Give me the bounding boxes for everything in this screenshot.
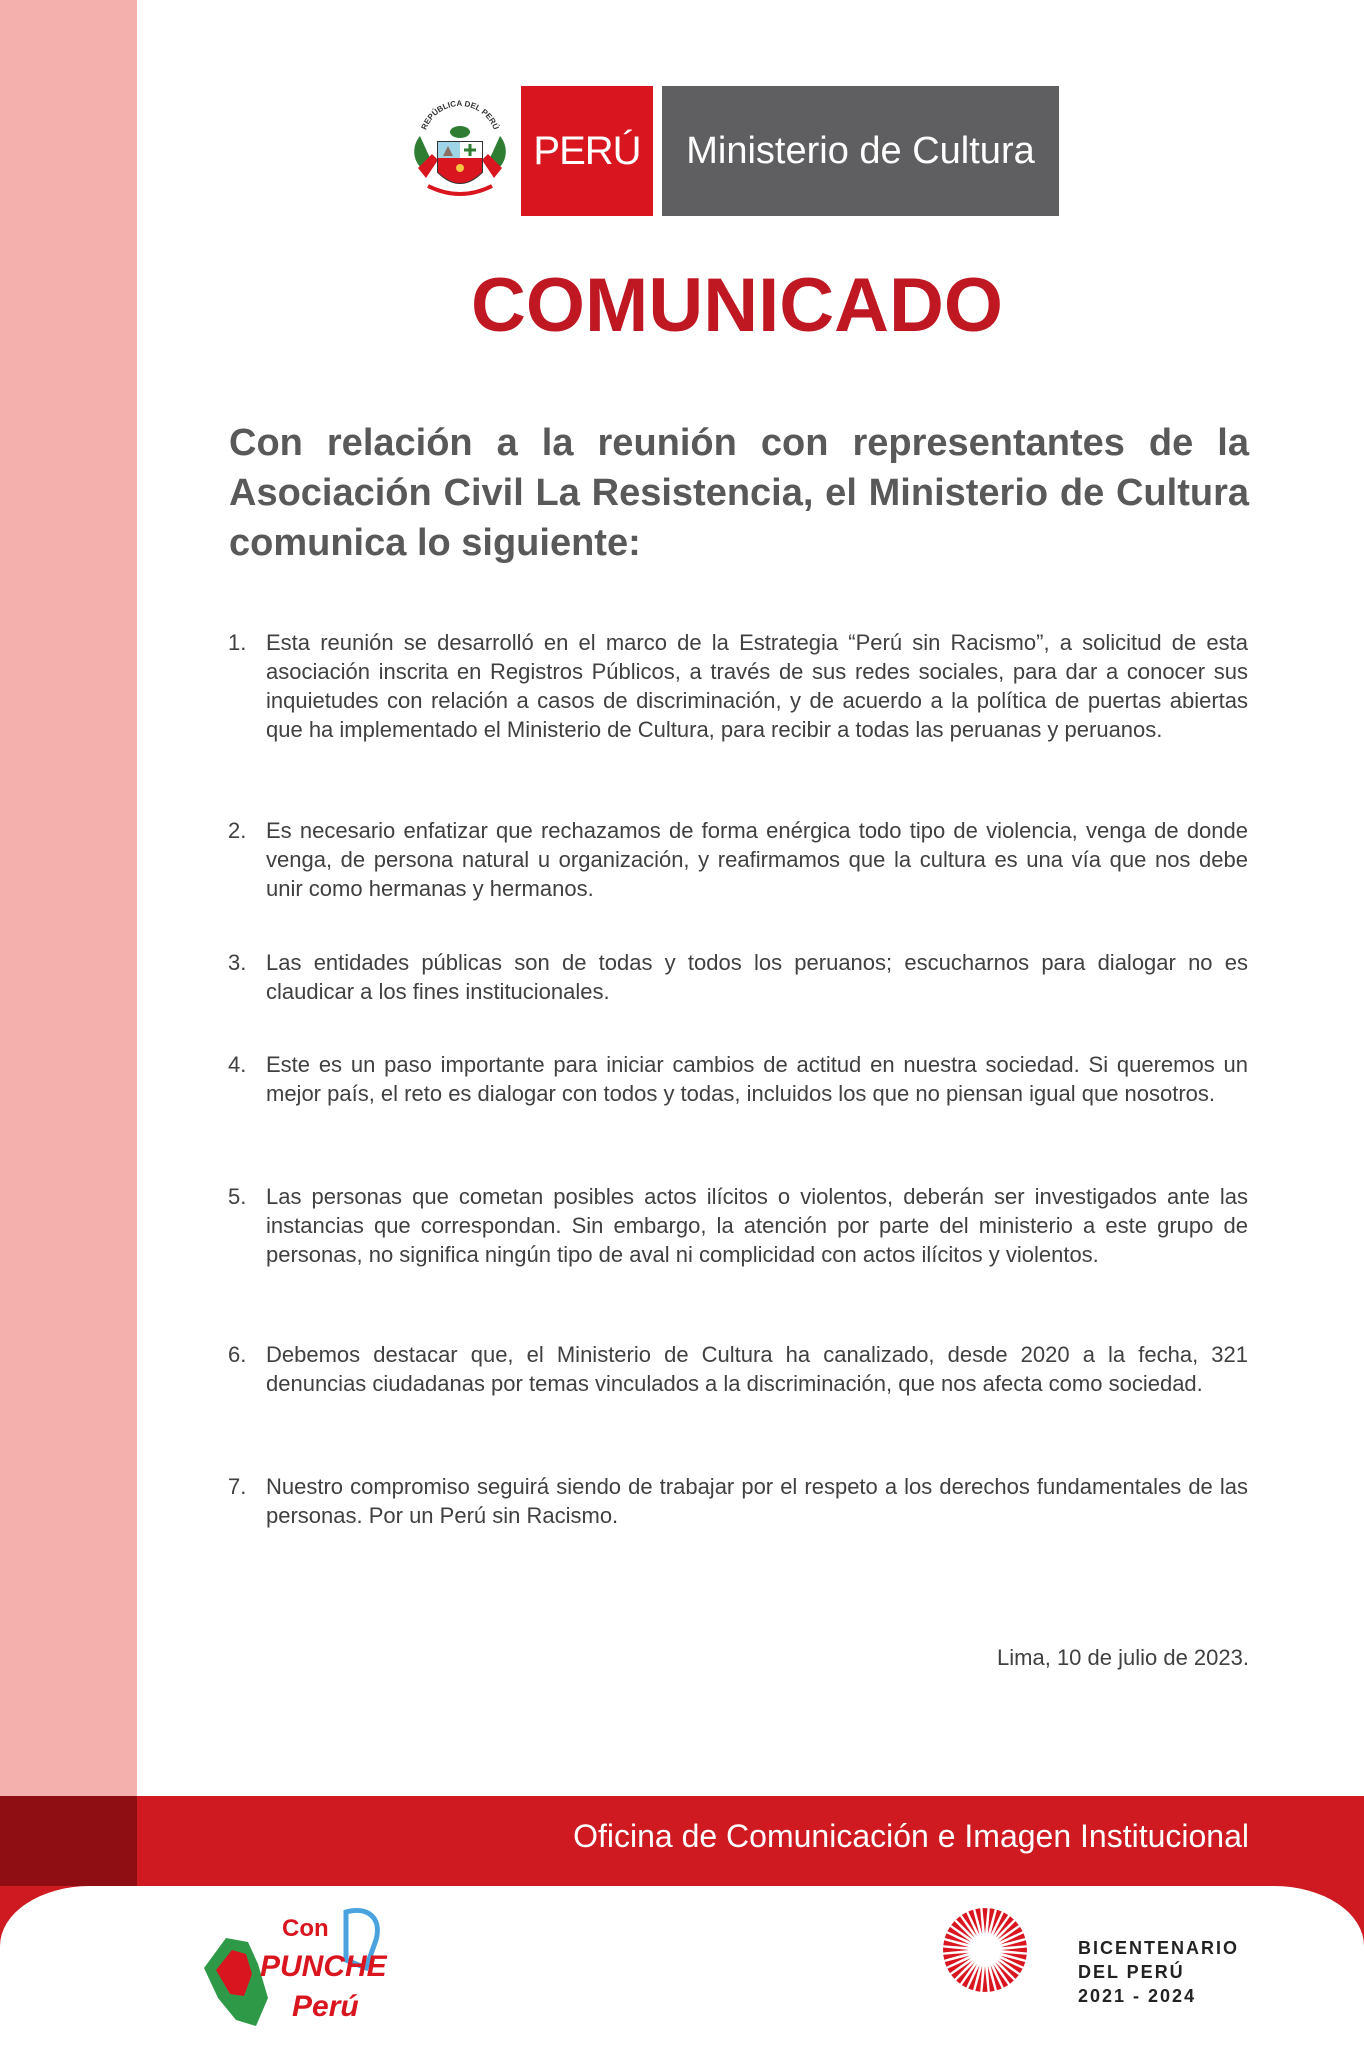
emblem-ray	[988, 1908, 995, 1934]
bicentenario-emblem-icon	[940, 1905, 1030, 1995]
list-item	[228, 628, 1248, 744]
emblem-ray	[1001, 1947, 1027, 1952]
con-punche-peru-logo-icon	[196, 1898, 396, 2038]
bicentenario-line-1: BICENTENARIO	[1078, 1938, 1240, 1958]
list-item-number: 7.	[228, 1474, 247, 1499]
emblem-ray	[943, 1947, 969, 1952]
list-item-number: 4.	[228, 1052, 247, 1077]
peru-coat-of-arms-icon	[408, 98, 512, 208]
svg-text:Con: Con	[282, 1915, 329, 1942]
peru-brand-label: PERÚ	[533, 128, 641, 173]
list-item	[228, 1472, 1248, 1530]
list-item-text: Las personas que cometan posibles actos ilícitos o violentos, deberán ser investigados ante las instancias que correspondan. Sin embargo, la atención por parte del ministerio a este grupo de personas, no significa ningún tipo de aval ni complicidad con actos ilícitos y violentos.	[266, 1184, 1248, 1267]
peru-brand-block	[521, 86, 653, 216]
emblem-ray	[975, 1908, 982, 1934]
emblem-ray	[943, 1940, 969, 1947]
ministry-brand-block	[662, 86, 1059, 216]
list-item-number: 3.	[228, 950, 247, 975]
bicentenario-line-3: 2021 - 2024	[1078, 1986, 1197, 2006]
list-item-number: 6.	[228, 1342, 247, 1367]
intro-paragraph: Con relación a la reunión con representantes de la Asociación Civil La Resistencia, el Ministerio de Cultura comunica lo siguiente:	[229, 422, 1249, 564]
emblem-ray	[1001, 1940, 1027, 1947]
list-item-text: Nuestro compromiso seguirá siendo de trabajar por el respeto a los derechos fundamentales de las personas. Por un Perú sin Racismo.	[266, 1474, 1248, 1528]
list-item	[228, 1182, 1248, 1269]
list-item-number: 5.	[228, 1184, 247, 1209]
page-title: COMUNICADO	[471, 263, 1003, 348]
svg-text:REPÚBLICA DEL PERÚ: REPÚBLICA DEL PERÚ	[419, 98, 501, 132]
list-item-text: Las entidades públicas son de todas y todos los peruanos; escucharnos para dialogar no es claudicar a los fines institucionales.	[266, 950, 1248, 1004]
list-item	[228, 816, 1248, 903]
emblem-ray	[982, 1908, 987, 1934]
ministry-brand-label: Ministerio de Cultura	[686, 129, 1035, 172]
footer-office-label: Oficina de Comunicación e Imagen Institucional	[573, 1818, 1249, 1854]
emblem-ray	[975, 1966, 982, 1992]
svg-text:Perú: Perú	[292, 1990, 359, 2023]
svg-text:PUNCHE: PUNCHE	[260, 1950, 387, 1983]
signature-date: Lima, 10 de julio de 2023.	[997, 1645, 1249, 1670]
emblem-ray	[943, 1953, 969, 1960]
list-item	[228, 948, 1248, 1006]
list-item	[228, 1340, 1248, 1398]
list-item-text: Este es un paso importante para iniciar cambios de actitud en nuestra sociedad. Si queremos un mejor país, el reto es dialogar con todos y todas, incluidos los que no piensan igual que nosotros.	[266, 1052, 1248, 1106]
bicentenario-wordmark	[1078, 1936, 1239, 2008]
list-item-number: 2.	[228, 818, 247, 843]
emblem-ray	[1001, 1953, 1027, 1960]
emblem-ray	[982, 1966, 987, 1992]
list-item-number: 1.	[228, 630, 247, 655]
list-item	[228, 1050, 1248, 1108]
emblem-ray	[988, 1966, 995, 1992]
bicentenario-line-2: DEL PERÚ	[1078, 1962, 1185, 1982]
left-decorative-stripe	[0, 0, 137, 1796]
list-item-text: Es necesario enfatizar que rechazamos de forma enérgica todo tipo de violencia, venga de donde venga, de persona natural u organización, y reafirmamos que la cultura es una vía que nos debe unir como hermanas y hermanos.	[266, 818, 1248, 901]
list-item-text: Debemos destacar que, el Ministerio de Cultura ha canalizado, desde 2020 a la fecha, 321 denuncias ciudadanas por temas vinculados a la discriminación, que nos afecta como sociedad.	[266, 1342, 1248, 1396]
footer-band-accent	[0, 1796, 137, 1886]
list-item-text: Esta reunión se desarrolló en el marco de la Estrategia “Perú sin Racismo”, a solicitud de esta asociación inscrita en Registros Públicos, a través de sus redes sociales, para dar a conocer sus inquietudes con relación a casos de discriminación, y de acuerdo a la política de puertas abiertas que ha implementado el Ministerio de Cultura, para recibir a todas las peruanas y peruanos.	[266, 630, 1248, 742]
